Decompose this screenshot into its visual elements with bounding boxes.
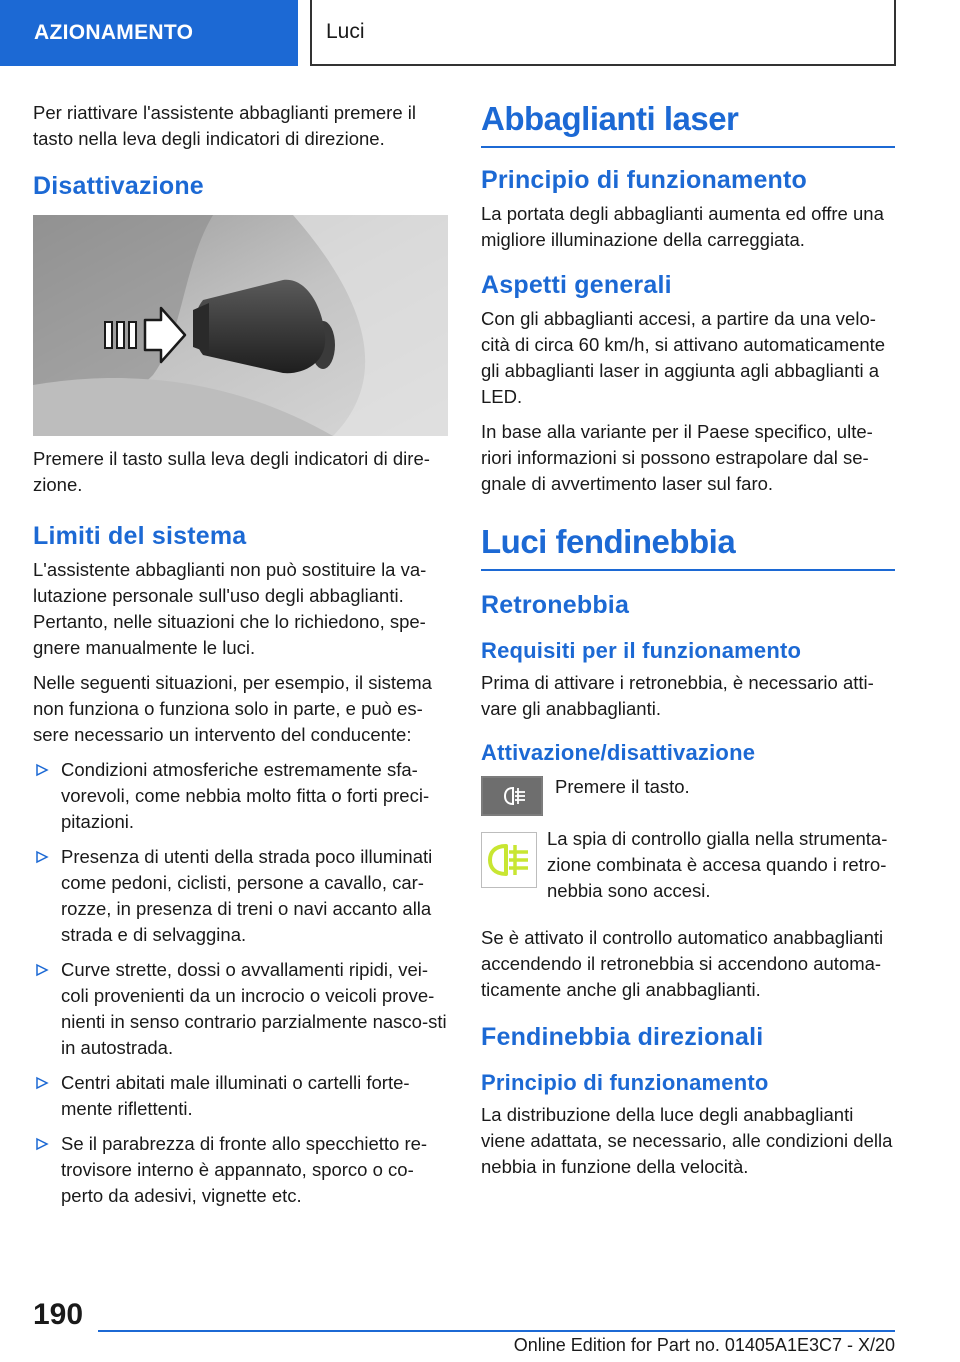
- auto-control-text: Se è attivato il controllo automatico anabbaglianti accendendo il retronebbia si accendono automa‐ticamente anche gli anabbaglianti.: [481, 927, 884, 1000]
- list-item-text: Condizioni atmosferiche estremamente sfa‐vorevoli, come nebbia molto fitta o forti preci‐pitazioni.: [61, 759, 430, 832]
- principio-heading: Principio di funzionamento: [481, 166, 808, 194]
- list-item: [33, 757, 448, 835]
- list-item-text: Centri abitati male illuminati o cartelli forte‐mente riflettenti.: [61, 1072, 410, 1119]
- aspetti-paragraph-2: In base alla variante per il Paese specifico, ulte‐riori informazioni si possono estrapolare dal se‐gnale di avvertimento laser sul faro.: [481, 421, 873, 494]
- direzionali-heading: Fendinebbia direzionali: [481, 1023, 764, 1051]
- laser-heading: Abbaglianti laser: [481, 100, 895, 148]
- list-item: [33, 844, 448, 948]
- left-column: [33, 100, 448, 1218]
- triangle-right-icon: [35, 963, 49, 977]
- triangle-right-icon: [35, 1137, 49, 1151]
- list-item: [33, 1131, 448, 1209]
- principio-text: La portata degli abbaglianti aumenta ed offre una migliore illuminazione della carreggiata.: [481, 203, 884, 250]
- requisiti-heading: Requisiti per il funzionamento: [481, 638, 802, 663]
- right-column: [481, 100, 895, 1189]
- list-item: [33, 1070, 448, 1122]
- list-item-text: Presenza di utenti della strada poco illuminati come pedoni, ciclisti, persone a cavallo, car‐rozze, in presenza di treni o navi accanto alla strada e di selvaggina.: [61, 846, 433, 945]
- button-instruction-text: Premere il tasto.: [555, 776, 690, 797]
- triangle-right-icon: [35, 1076, 49, 1090]
- principio2-text: La distribuzione della luce degli anabbaglianti viene adattata, se necessario, alle condizioni della nebbia in funzione della velocità.: [481, 1104, 893, 1177]
- triangle-right-icon: [35, 763, 49, 777]
- photo-caption: Premere il tasto sulla leva degli indicatori di dire‐zione.: [33, 448, 430, 495]
- page-number: 190: [33, 1298, 84, 1331]
- intro-text: Per riattivare l'assistente abbaglianti premere il tasto nella leva degli indicatori di direzione.: [33, 102, 416, 149]
- button-instruction: [481, 776, 895, 816]
- limiti-paragraph-2: Nelle seguenti situazioni, per esempio, il sistema non funziona o funziona solo in parte, e può es‐sere necessario un intervento del conducente:: [33, 672, 432, 745]
- rear-fog-button-icon: [481, 776, 543, 816]
- edition-text: Online Edition for Part no. 01405A1E3C7 - X/20: [513, 1335, 895, 1355]
- turn-signal-lever-photo: [33, 215, 448, 436]
- disattivazione-heading: Disattivazione: [33, 172, 204, 200]
- attivazione-heading: Attivazione/disattivazione: [481, 740, 756, 765]
- chapter-title: Luci: [326, 20, 365, 43]
- list-item: [33, 957, 448, 1061]
- chapter-header: [310, 0, 896, 66]
- triangle-right-icon: [35, 850, 49, 864]
- retronebbia-heading: Retronebbia: [481, 591, 630, 619]
- limiti-paragraph-1: L'assistente abbaglianti non può sostituire la va‐lutazione personale sull'uso degli abbaglianti. Pertanto, nelle situazioni che lo richiedono, spe‐gnere manualmente le luci.: [33, 559, 427, 658]
- list-item-text: Curve strette, dossi o avvallamenti ripidi, vei‐coli provenienti da un incrocio o veicoli prove‐nienti in senso contrario parzialmente nasco‐sti in autostrada.: [61, 959, 447, 1058]
- requisiti-text: Prima di attivare i retronebbia, è necessario atti‐vare gli anabbaglianti.: [481, 672, 874, 719]
- indicator-instruction: [481, 826, 895, 913]
- indicator-instruction-text: La spia di controllo gialla nella strumenta‐zione combinata è accesa quando i retro‐nebbia sono accesi.: [547, 828, 888, 901]
- footer-divider: [98, 1330, 895, 1332]
- fendinebbia-heading: Luci fendinebbia: [481, 523, 895, 571]
- limitations-list: [33, 757, 448, 1209]
- list-item-text: Se il parabrezza di fronte allo specchietto re‐trovisore interno è appannato, sporco o co‐perto da adesivi, vignette etc.: [61, 1133, 428, 1206]
- aspetti-paragraph-1: Con gli abbaglianti accesi, a partire da una velo‐cità di circa 60 km/h, si attivano automaticamente gli abbaglianti laser in aggiunta agli abbaglianti a LED.: [481, 308, 886, 407]
- principio2-heading: Principio di funzionamento: [481, 1070, 769, 1095]
- section-tab: [0, 0, 298, 66]
- section-title: AZIONAMENTO: [34, 21, 194, 44]
- limiti-heading: Limiti del sistema: [33, 522, 247, 550]
- rear-fog-indicator-icon: [481, 832, 537, 888]
- aspetti-heading: Aspetti generali: [481, 271, 672, 299]
